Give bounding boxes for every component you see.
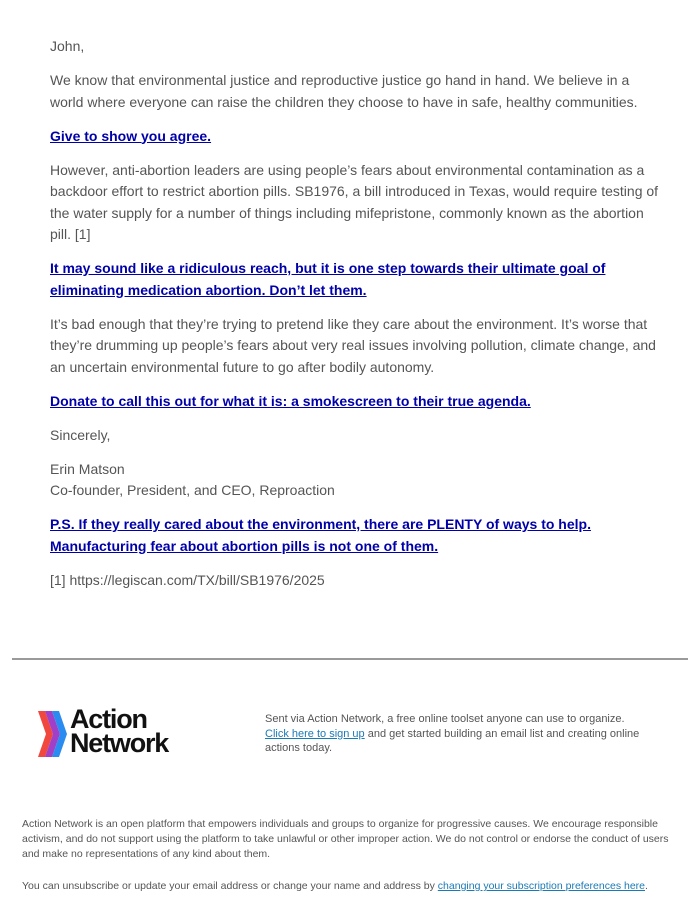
email-body (50, 36, 660, 604)
sent-via-text: Sent via Action Network, a free online toolset anyone can use to organize. (265, 713, 625, 725)
donate-link[interactable]: Donate to call this out for what it is: a smokescreen to their true agenda. (50, 392, 531, 409)
cta-paragraph-1 (50, 126, 660, 148)
sent-via-notice (265, 712, 640, 756)
unsubscribe-end: . (645, 880, 648, 892)
disclaimer: Action Network is an open platform that empowers individuals and groups to organize for progressive causes. We encourage responsible activism, and do not support using the platform to take unlawful or other improper action. We do not control or endorse the conduct of users and make no representations of any kind about them. (22, 818, 669, 860)
give-link[interactable]: Give to show you agree. (50, 127, 212, 144)
logo-chevrons-icon (38, 711, 68, 757)
footnote: [1] https://legiscan.com/TX/bill/SB1976/2025 (50, 571, 325, 588)
paragraph-intro: We know that environmental justice and reproductive justice go hand in hand. We believe in a world where everyone can raise the children they choose to have in safe, healthy communities. (50, 72, 638, 110)
signer-title: Co-founder, President, and CEO, Reproaction (50, 482, 335, 498)
logo-line-1: Action (70, 704, 147, 734)
cta-paragraph-3 (50, 391, 660, 413)
unsubscribe-notice (22, 879, 690, 893)
logo-line-2: Network (70, 728, 169, 758)
unsubscribe-text: You can unsubscribe or update your email address or change your name and address by (22, 880, 435, 892)
ps-paragraph (50, 514, 660, 557)
sent-via-text-2: and get started building an email list and creating online actions today. (265, 727, 640, 754)
action-network-logo[interactable] (38, 704, 198, 760)
signup-link[interactable]: Click here to sign up (265, 727, 365, 740)
signer-name: Erin Matson (50, 460, 125, 477)
cta-paragraph-2 (50, 258, 660, 301)
greeting: John, (50, 38, 85, 54)
paragraph-sb1976: However, anti-abortion leaders are using people’s fears about environmental contamination as a backdoor effort to restrict abortion pills. SB1976, a bill introduced in Texas, would require testing of the water supply for a number of things including mifepristone, commonly known as the abortion pill. [1] (50, 161, 659, 242)
ps-link[interactable]: P.S. If they really cared about the environment, there are PLENTY of ways to help. Manufacturing fear about abortion pills is not one of them. (50, 516, 591, 554)
footer-divider (12, 658, 688, 660)
paragraph-environment: It’s bad enough that they’re trying to pretend like they care about the environment. It’s worse that they’re drumming up people’s fears about very real issues involving pollution, climate change, and an uncertain environmental future to go after bodily autonomy. (50, 315, 656, 375)
signoff: Sincerely, (50, 426, 111, 443)
logo-wordmark (70, 704, 169, 758)
dont-let-them-link[interactable]: It may sound like a ridiculous reach, but it is one step towards their ultimate goal of eliminating medication abortion. Don’t let them. (50, 260, 606, 298)
subscription-preferences-link[interactable]: changing your subscription preferences here (437, 880, 646, 892)
